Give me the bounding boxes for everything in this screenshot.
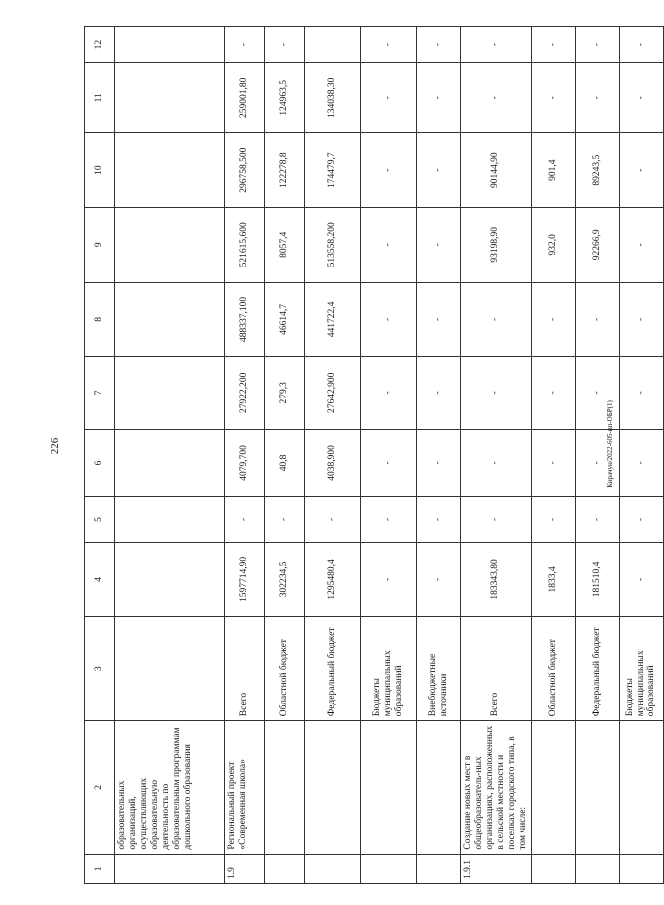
table-cell: - [461, 497, 532, 542]
table-cell: 1295480,4 [305, 542, 361, 617]
table-cell [417, 854, 461, 883]
table-cell: - [361, 497, 417, 542]
table-cell: Федеральный бюджет [305, 617, 361, 721]
table-cell: - [361, 27, 417, 63]
page-number: 226 [49, 437, 61, 455]
header-cell: 3 [85, 617, 115, 721]
table-cell: - [417, 27, 461, 63]
table-cell: - [619, 207, 663, 282]
table-cell: 90144,90 [461, 133, 532, 208]
table-cell [115, 133, 225, 208]
table-cell: 27922,200 [225, 357, 265, 429]
header-cell: 4 [85, 542, 115, 617]
table-row [575, 27, 619, 884]
table-cell [265, 721, 305, 854]
table-cell: - [225, 27, 265, 63]
table-cell [265, 854, 305, 883]
table-cell: - [361, 63, 417, 133]
table-cell [115, 207, 225, 282]
table-cell: - [461, 429, 532, 497]
table-cell: 93198,90 [461, 207, 532, 282]
table-cell: Федеральный бюджет [575, 617, 619, 721]
document-reference: Кирачун/2022-605-пп-ОБР(1) [606, 400, 614, 488]
table-cell [115, 282, 225, 357]
table-cell: 441722,4 [305, 282, 361, 357]
table-cell: - [461, 63, 532, 133]
table-row [619, 27, 663, 884]
table-cell: 134038,30 [305, 63, 361, 133]
table-cell: - [417, 133, 461, 208]
header-row [85, 27, 115, 884]
table-row [417, 27, 461, 884]
table-cell: - [619, 429, 663, 497]
table-cell: Всего [461, 617, 532, 721]
table-cell [115, 854, 225, 883]
table-row [115, 27, 225, 884]
table-cell: - [417, 282, 461, 357]
table-cell: Всего [225, 617, 265, 721]
table-cell: 901,4 [531, 133, 575, 208]
table-cell [531, 854, 575, 883]
table-cell: Бюджеты муниципальных образований [619, 617, 663, 721]
header-cell: 11 [85, 63, 115, 133]
table-cell: 4038,900 [305, 429, 361, 497]
budget-table [84, 26, 664, 884]
table-cell: - [619, 357, 663, 429]
table-cell: - [575, 429, 619, 497]
table-cell: 46614,7 [265, 282, 305, 357]
table-cell: - [361, 357, 417, 429]
table-cell: - [575, 282, 619, 357]
table-cell: 521615,600 [225, 207, 265, 282]
table-cell: - [417, 497, 461, 542]
table-cell: - [225, 497, 265, 542]
table-cell: Областной бюджет [265, 617, 305, 721]
table-cell [115, 497, 225, 542]
table-cell: 488337,100 [225, 282, 265, 357]
table-cell: Областной бюджет [531, 617, 575, 721]
table-cell: - [361, 429, 417, 497]
table-cell: 1.9 [225, 854, 265, 883]
table-cell: 92266,9 [575, 207, 619, 282]
header-cell: 5 [85, 497, 115, 542]
header-cell: 10 [85, 133, 115, 208]
table-cell: 40,8 [265, 429, 305, 497]
table-cell: - [461, 282, 532, 357]
table-cell: 27642,900 [305, 357, 361, 429]
table-cell: - [531, 63, 575, 133]
table-cell: 1833,4 [531, 542, 575, 617]
table-row [265, 27, 305, 884]
table-cell: 8057,4 [265, 207, 305, 282]
table-cell: образовательных организаций, осуществляющих образовательную деятельность по образовательным программам дошкольного образования [115, 721, 225, 854]
table-row [361, 27, 417, 884]
table-cell [115, 617, 225, 721]
table-cell [115, 542, 225, 617]
table-cell [531, 721, 575, 854]
table-cell: - [531, 429, 575, 497]
table-cell: 513558,200 [305, 207, 361, 282]
table-cell: - [531, 497, 575, 542]
budget-table-rotated [84, 26, 657, 884]
table-cell: 4079,700 [225, 429, 265, 497]
table-cell: - [575, 27, 619, 63]
table-cell: - [361, 207, 417, 282]
table-cell [115, 429, 225, 497]
table-cell [305, 721, 361, 854]
table-cell: 1597714,90 [225, 542, 265, 617]
table-cell: - [531, 357, 575, 429]
table-cell: - [361, 133, 417, 208]
table-cell [115, 27, 225, 63]
header-cell: 7 [85, 357, 115, 429]
table-cell [305, 27, 361, 63]
table-cell: Бюджеты муниципальных образований [361, 617, 417, 721]
table-cell [305, 854, 361, 883]
table-cell: - [265, 497, 305, 542]
table-cell [361, 721, 417, 854]
table-cell: - [461, 27, 532, 63]
table-cell [575, 721, 619, 854]
header-cell: 12 [85, 27, 115, 63]
table-cell [115, 63, 225, 133]
table-cell [417, 721, 461, 854]
table-cell: - [619, 133, 663, 208]
table-cell: 302234,5 [265, 542, 305, 617]
header-cell: 9 [85, 207, 115, 282]
table-cell [115, 357, 225, 429]
table-cell: 1.9.1 [461, 854, 532, 883]
table-cell: - [619, 497, 663, 542]
table-cell: Внебюджетные источники [417, 617, 461, 721]
table-cell: - [417, 542, 461, 617]
header-cell: 8 [85, 282, 115, 357]
table-cell [575, 854, 619, 883]
table-cell: 296758,500 [225, 133, 265, 208]
table-cell: 279,3 [265, 357, 305, 429]
table-cell: 124963,5 [265, 63, 305, 133]
table-cell: - [619, 63, 663, 133]
table-cell: 181510,4 [575, 542, 619, 617]
table-cell [361, 854, 417, 883]
table-cell: 89243,5 [575, 133, 619, 208]
table-cell: - [619, 282, 663, 357]
header-cell: 1 [85, 854, 115, 883]
table-cell: 122278,8 [265, 133, 305, 208]
header-cell: 2 [85, 721, 115, 854]
table-row [225, 27, 265, 884]
table-cell: - [361, 542, 417, 617]
table-cell: - [575, 497, 619, 542]
table-cell: - [531, 282, 575, 357]
table-cell [619, 854, 663, 883]
table-row [531, 27, 575, 884]
table-cell: Региональный проект «Современная школа» [225, 721, 265, 854]
table-cell: - [265, 27, 305, 63]
table-cell: - [461, 357, 532, 429]
table-cell: - [619, 27, 663, 63]
table-cell: - [361, 282, 417, 357]
table-cell: - [531, 27, 575, 63]
table-cell: - [305, 497, 361, 542]
table-cell [619, 721, 663, 854]
table-cell: - [575, 357, 619, 429]
table-cell: - [417, 63, 461, 133]
header-cell: 6 [85, 429, 115, 497]
table-cell: 174479,7 [305, 133, 361, 208]
table-cell: - [575, 63, 619, 133]
table-row [461, 27, 532, 884]
table-cell: 259001,80 [225, 63, 265, 133]
table-cell: - [417, 357, 461, 429]
table-cell: - [417, 429, 461, 497]
table-row [305, 27, 361, 884]
table-cell: - [619, 542, 663, 617]
table-cell: - [417, 207, 461, 282]
table-cell: 932,0 [531, 207, 575, 282]
table-cell: 183343,80 [461, 542, 532, 617]
table-cell: Создание новых мест в общеобразователь-ных организациях, расположенных в сельской местности и поселках городского типа, в том числе: [461, 721, 532, 854]
